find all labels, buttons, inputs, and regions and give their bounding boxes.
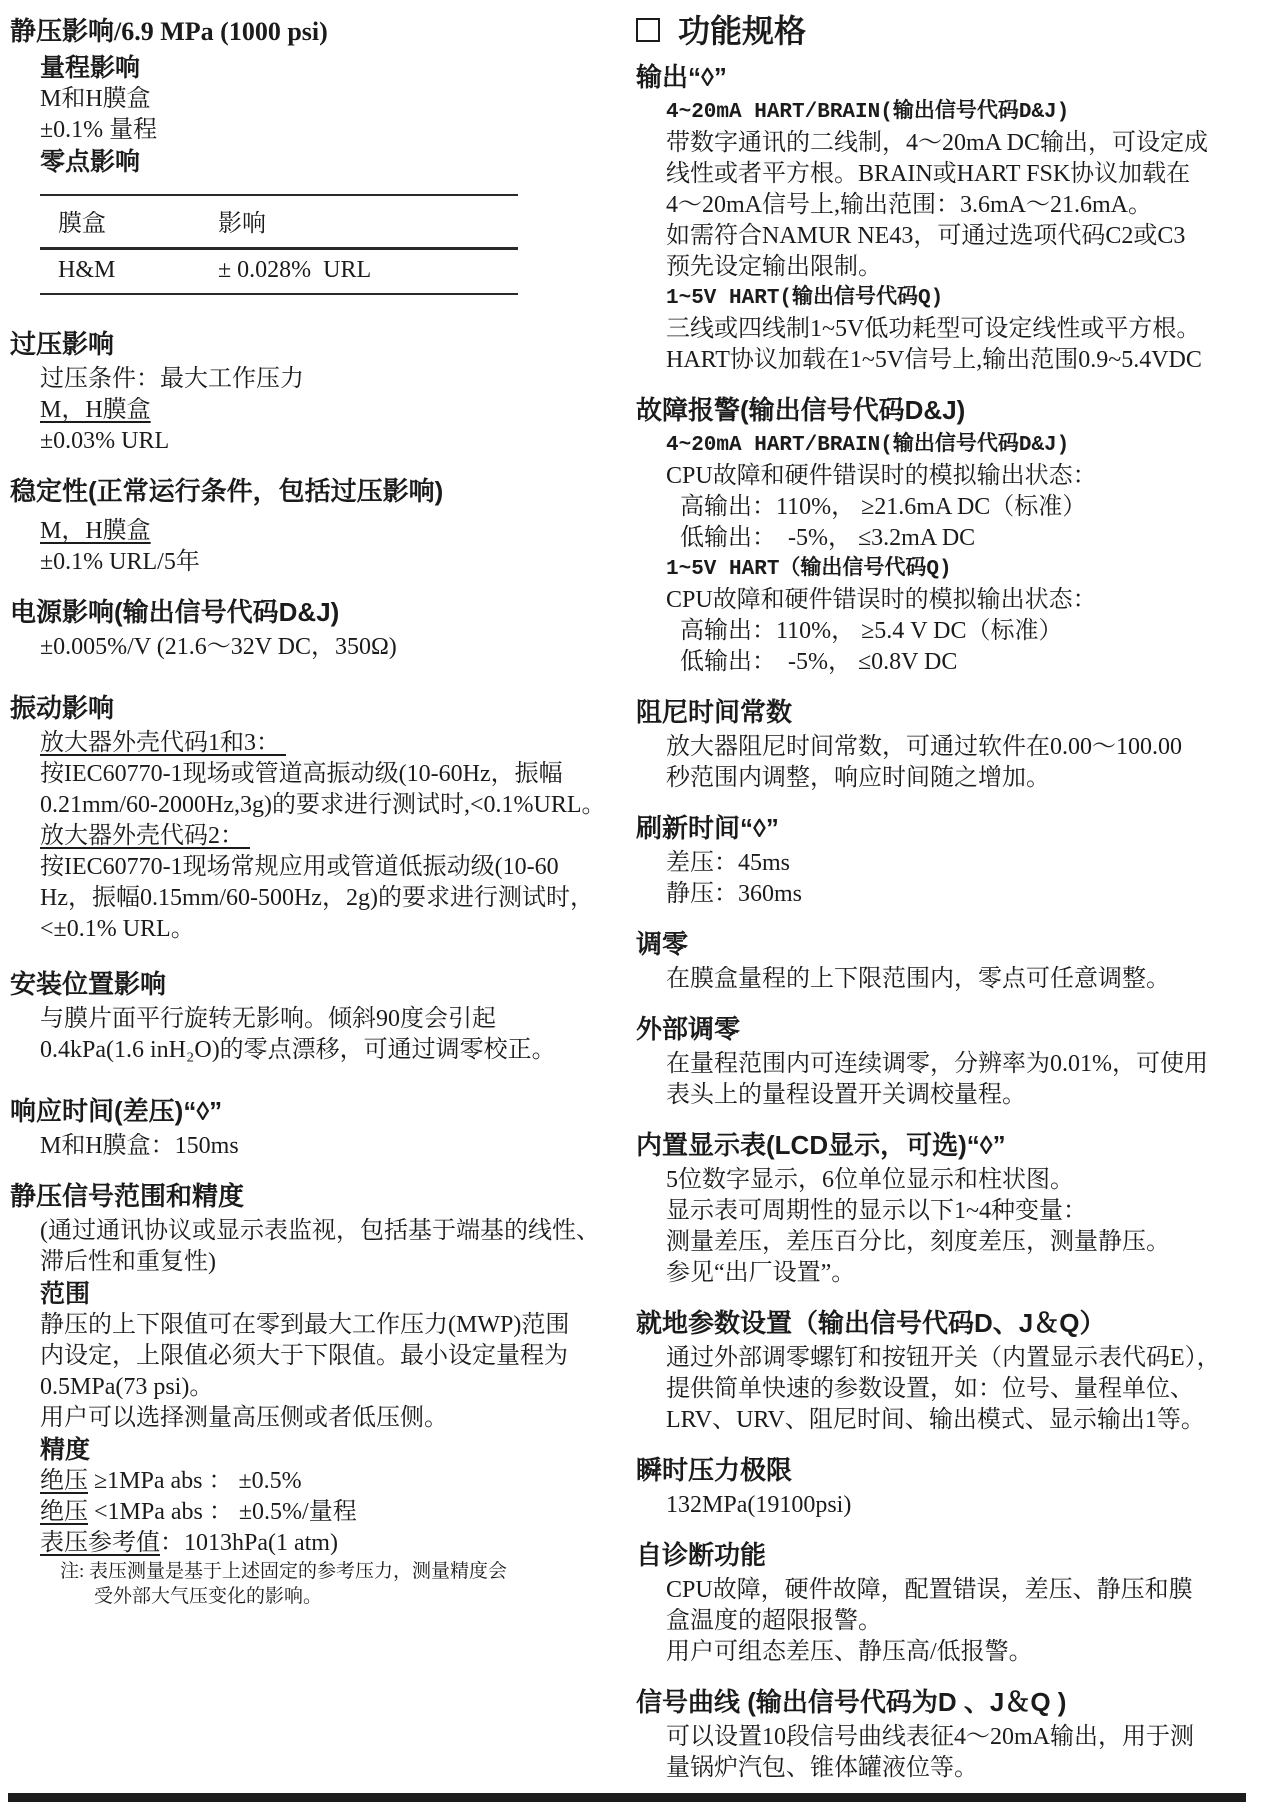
body-line: 线性或者平方根。BRAIN或HART FSK协议加载在 (666, 161, 1191, 187)
output-heading: 输出“◊” (636, 62, 727, 92)
body-line (40, 1466, 624, 1497)
underlined-term: 绝压 (40, 1499, 88, 1525)
body-line: 用户可以选择测量高压侧或者低压侧。 (40, 1405, 448, 1431)
alarm-heading: 故障报警(输出信号代码D&J) (636, 395, 966, 425)
body-line: 0.5MPa(73 psi)。 (40, 1374, 214, 1400)
section-static-pressure-effect (10, 14, 624, 295)
body-line: 表头上的量程设置开关调校量程。 (666, 1082, 1026, 1108)
section-stability (10, 474, 624, 578)
body-line: CPU故障，硬件故障，配置错误，差压、静压和膜 (666, 1577, 1193, 1603)
overpressure-heading: 过压影响 (10, 329, 115, 359)
body-line: 差压：45ms (666, 850, 791, 876)
body-line: 按IEC60770-1现场或管道高振动级(10-60Hz，振幅 (40, 761, 563, 787)
page-footer-rule (8, 1793, 1246, 1802)
body-line: 与膜片面平行旋转无影响。倾斜90度会引起 (40, 1006, 496, 1032)
self-diag-heading: 自诊断功能 (636, 1540, 767, 1570)
body-line: ±0.03% URL (40, 428, 170, 454)
mounting-heading: 安装位置影响 (10, 969, 167, 999)
body-line: ±0.1% 量程 (40, 117, 158, 143)
body-line (40, 821, 624, 852)
body-line: 三线或四线制1~5V低功耗型可设定线性或平方根。 (666, 316, 1201, 342)
body-line: 通过外部调零螺钉和按钮开关（内置显示表代码E）， (666, 1345, 1221, 1371)
body-line: 在膜盒量程的上下限范围内，零点可任意调整。 (666, 966, 1170, 992)
body-line (40, 516, 624, 547)
alarm-mode-subheading: 4~20mA HART/BRAIN(输出信号代码D&J) (666, 434, 1070, 457)
body-line: M和H膜盒 (40, 86, 151, 112)
local-setting-heading: 就地参数设置（输出信号代码D、J＆Q） (636, 1308, 1106, 1338)
section-momentary-pressure-limit (636, 1453, 1252, 1521)
body-line (40, 1528, 624, 1559)
body-line: 量锅炉汽包、锥体罐液位等。 (666, 1755, 978, 1781)
table-row (40, 249, 518, 295)
section-response-time (10, 1094, 624, 1162)
section-mounting-position-effect (10, 967, 624, 1066)
heading-en-text: /6.9 MPa (1000 psi) (114, 17, 328, 46)
section-static-pressure-signal (10, 1179, 624, 1609)
body-line: 0.4kPa(1.6 inH₂O)的零点漂移，可通过调零校正。 (40, 1037, 556, 1063)
body-line: <±0.1% URL。 (40, 916, 195, 942)
section-zero-adjustment (636, 927, 1252, 995)
section-damping-time-constant (636, 695, 1252, 794)
section-external-zero-adjustment (636, 1012, 1252, 1111)
section-failure-alarm (636, 393, 1252, 678)
range-subheading: 范围 (40, 1280, 91, 1308)
footnote-line: 注: 表压测量是基于上述固定的参考压力，测量精度会 (60, 1561, 508, 1582)
output-mode-subheading: 1~5V HART(输出信号代码Q) (666, 287, 944, 310)
body-line: 可以设置10段信号曲线表征4～20mA输出，用于测 (666, 1724, 1194, 1750)
body-line: HART协议加载在1~5V信号上,输出范围0.9~5.4VDC (666, 347, 1202, 373)
zero-effect-subheading: 零点影响 (40, 148, 141, 176)
accuracy-value: <1MPa abs ： ±0.5%/量程 (88, 1499, 357, 1525)
damping-heading: 阻尼时间常数 (636, 697, 793, 727)
body-line: 低输出： -5%， ≤0.8V DC (680, 649, 958, 675)
body-line: 低输出： -5%， ≤3.2mA DC (680, 525, 976, 551)
body-line: 预先设定输出限制。 (666, 254, 882, 280)
response-time-heading: 响应时间(差压)“◊” (10, 1096, 223, 1126)
span-effect-subheading: 量程影响 (40, 54, 141, 82)
section-output (636, 60, 1252, 376)
indicator-heading: 内置显示表(LCD显示，可选)“◊” (636, 1130, 1006, 1160)
body-line: 静压：360ms (666, 881, 803, 907)
body-line: Hz，振幅0.15mm/60-500Hz，2g)的要求进行测试时， (40, 885, 594, 911)
body-line: 如需符合NAMUR NE43，可通过选项代码C2或C3 (666, 223, 1186, 249)
reference-value: ：1013hPa(1 atm) (160, 1530, 338, 1556)
section-local-parameter-setting (636, 1306, 1252, 1436)
signal-curve-heading: 信号曲线 (输出信号代码为D 、J＆Q ) (636, 1687, 1067, 1717)
zero-adjust-heading: 调零 (636, 929, 689, 959)
body-line (40, 1497, 624, 1528)
body-line: CPU故障和硬件错误时的模拟输出状态： (666, 463, 1097, 489)
accuracy-value: ≥1MPa abs ： ±0.5% (88, 1468, 302, 1494)
section-overpressure-effect (10, 327, 624, 457)
body-line: ±0.1% URL/5年 (40, 549, 200, 575)
body-line: (通过通讯协议或显示表监视，包括基于端基的线性、 (40, 1218, 600, 1244)
body-line: CPU故障和硬件错误时的模拟输出状态： (666, 587, 1097, 613)
body-line: 4～20mA信号上,输出范围：3.6mA～21.6mA。 (666, 192, 1152, 218)
body-line: 参见“出厂设置”。 (666, 1260, 856, 1286)
footnote-line: 受外部大气压变化的影响。 (94, 1586, 323, 1607)
functional-spec-title-text: 功能规格 (678, 13, 807, 49)
underlined-term: 绝压 (40, 1468, 88, 1494)
underlined-term: M，H膜盒 (40, 397, 151, 423)
body-line: 提供简单快速的参数设置，如：位号、量程单位、 (666, 1376, 1194, 1402)
section-self-diagnostics (636, 1538, 1252, 1668)
table-header-row (40, 195, 518, 249)
body-line: 按IEC60770-1现场常规应用或管道低振动级(10-60 (40, 854, 559, 880)
body-line: 高输出：110%， ≥5.4 V DC（标准） (680, 618, 1063, 644)
output-mode-subheading: 4~20mA HART/BRAIN(输出信号代码D&J) (666, 101, 1070, 124)
alarm-mode-subheading: 1~5V HART（输出信号代码Q) (666, 558, 952, 581)
table-header-effect: 影响 (218, 211, 266, 237)
body-line: 132MPa(19100psi) (666, 1492, 852, 1518)
body-line: 0.21mm/60-2000Hz,3g)的要求进行测试时,<0.1%URL。 (40, 792, 606, 818)
body-line: LRV、URV、阻尼时间、输出模式、显示输出1等。 (666, 1407, 1205, 1433)
static-pressure-effect-heading (10, 14, 624, 49)
body-line: 内设定，上限值必须大于下限值。最小设定量程为 (40, 1343, 568, 1369)
section-update-time (636, 811, 1252, 910)
body-line (40, 395, 624, 426)
update-time-heading: 刷新时间“◊” (636, 813, 779, 843)
momentary-heading: 瞬时压力极限 (636, 1455, 793, 1485)
body-line: M和H膜盒：150ms (40, 1133, 239, 1159)
vibration-heading: 振动影响 (10, 693, 115, 723)
body-line: 秒范围内调整，响应时间随之增加。 (666, 765, 1050, 791)
body-line: 高输出：110%， ≥21.6mA DC（标准） (680, 494, 1087, 520)
table-header-capsule: 膜盒 (58, 211, 106, 237)
accuracy-subheading: 精度 (40, 1436, 91, 1464)
underlined-term: M，H膜盒 (40, 518, 151, 544)
body-line: 在量程范围内可连续调零，分辨率为0.01%，可使用 (666, 1051, 1208, 1077)
body-line: ±0.005%/V (21.6～32V DC，350Ω) (40, 634, 397, 660)
body-line: 用户可组态差压、静压高/低报警。 (666, 1639, 1033, 1665)
body-line: 显示表可周期性的显示以下1~4种变量： (666, 1198, 1087, 1224)
sp-signal-heading: 静压信号范围和精度 (10, 1181, 245, 1211)
section-marker-icon (636, 18, 660, 42)
body-line (40, 728, 624, 759)
underlined-term: 表压参考值 (40, 1530, 160, 1556)
underlined-term: 放大器外壳代码1和3： (40, 730, 286, 756)
heading-zh-text: 静压影响 (10, 16, 115, 46)
body-line: 测量差压，差压百分比，刻度差压，测量静压。 (666, 1229, 1170, 1255)
left-column (10, 0, 624, 1609)
section-integral-indicator (636, 1128, 1252, 1289)
body-line: 带数字通讯的二线制，4～20mA DC输出，可设定成 (666, 130, 1209, 156)
body-line: 盒温度的超限报警。 (666, 1608, 882, 1634)
body-line: 放大器阻尼时间常数，可通过软件在0.00～100.00 (666, 734, 1182, 760)
section-power-supply-effect (10, 595, 624, 663)
power-supply-heading: 电源影响(输出信号代码D&J) (10, 597, 340, 627)
ext-zero-heading: 外部调零 (636, 1014, 741, 1044)
stability-heading: 稳定性(正常运行条件，包括过压影响) (10, 476, 444, 506)
body-line: 过压条件：最大工作压力 (40, 366, 304, 392)
body-line: 5位数字显示，6位单位显示和柱状图。 (666, 1167, 1074, 1193)
underlined-term: 放大器外壳代码2： (40, 823, 250, 849)
zero-effect-table (40, 194, 518, 295)
functional-spec-title (636, 10, 1252, 52)
right-column (636, 0, 1252, 1784)
body-line: 滞后性和重复性) (40, 1249, 216, 1275)
table-cell-capsule: H&M (58, 257, 116, 283)
section-vibration-effect (10, 691, 624, 945)
table-cell-effect: ± 0.028% URL (218, 257, 372, 283)
body-line: 静压的上下限值可在零到最大工作压力(MWP)范围 (40, 1312, 570, 1338)
section-signal-characterizer (636, 1685, 1252, 1784)
